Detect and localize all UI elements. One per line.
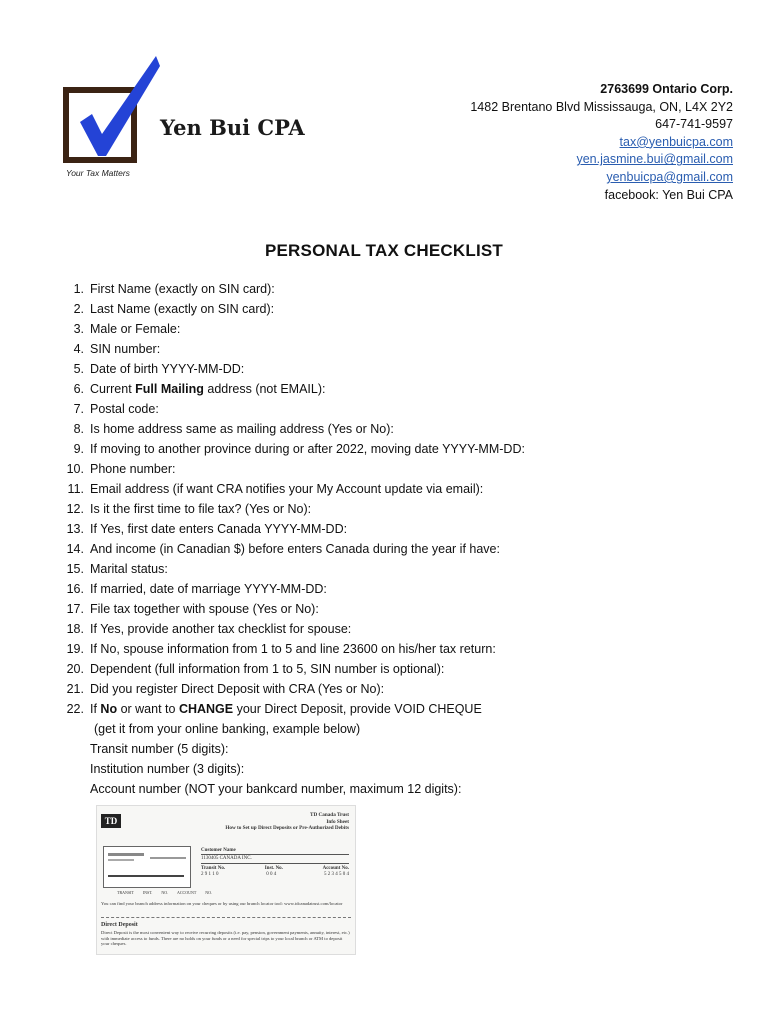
checklist-item [64, 339, 754, 359]
item-text: Did you register Direct Deposit with CRA (Yes or No): [90, 682, 385, 696]
item-text: Email address (if want CRA notifies your My Account update via email): [90, 482, 484, 496]
facebook-text: facebook: Yen Bui CPA [604, 187, 733, 202]
contact-block [470, 81, 733, 204]
checklist-item [64, 319, 754, 339]
item-text-bold: Full Mailing [135, 382, 204, 396]
item-number: 13. [66, 522, 84, 536]
checklist-item [64, 359, 754, 379]
checklist-item [64, 519, 754, 539]
cheque-heading: How to Set up Direct Deposits or Pre-Authorized Debits [225, 825, 349, 832]
item-number: 3. [73, 322, 84, 336]
inst-label: Inst. No. [264, 866, 283, 871]
item-text: SIN number: [90, 342, 161, 356]
item-text [90, 699, 482, 719]
item-text: File tax together with spouse (Yes or No): [90, 602, 319, 616]
item-number: 10. [66, 462, 84, 476]
checklist-item [64, 499, 754, 519]
page-title: PERSONAL TAX CHECKLIST [264, 241, 503, 260]
checklist-item [64, 399, 754, 419]
item-number: 16. [66, 582, 84, 596]
item-text-bold: No [100, 702, 118, 716]
brand-name: Yen Bui CPA [160, 115, 305, 140]
item-number: 19. [66, 642, 84, 656]
item-number: 8. [73, 422, 84, 436]
item-number: 4. [73, 342, 84, 356]
item-text: Phone number: [90, 462, 176, 476]
checklist-item [64, 599, 754, 619]
item-text: If No, spouse information from 1 to 5 and line 23600 on his/her tax return: [90, 642, 496, 656]
account-number-line: Account number (NOT your bankcard number, maximum 12 digits): [90, 782, 462, 796]
item-number: 20. [66, 662, 84, 676]
item-text-part: Current [90, 382, 136, 396]
item-text: If Yes, provide another tax checklist for spouse: [90, 622, 352, 636]
item-number: 22. [66, 702, 84, 716]
td-logo-icon: TD [101, 814, 121, 828]
item-text-part: address (not EMAIL): [203, 382, 326, 396]
item-number: 2. [73, 302, 84, 316]
cheque-header [225, 812, 349, 832]
branch-locator-text: You can find your branch address information on your cheques or by using our branch locator tool: www.tdcanadatrust.com/locator [101, 901, 343, 906]
item-number: 15. [66, 562, 84, 576]
checklist-item [64, 299, 754, 319]
cheque-line [108, 859, 134, 861]
item-text: And income (in Canadian $) before enters Canada during the year if have: [90, 542, 500, 556]
item-text: If Yes, first date enters Canada YYYY-MM-DD: [90, 522, 348, 536]
direct-deposit-text: Direct Deposit is the most convenient way to receive recurring deposits (i.e. pay, pension, government payments, annuity, interest, etc.) with immediate access to funds. There are no holds on your funds or a need for special trips to your local branch or ATM to deposit your cheques. [101, 930, 350, 947]
item-number: 12. [66, 502, 84, 516]
item-text-part: If [90, 702, 101, 716]
customer-value: 1130405 CANADA INC. [201, 854, 349, 864]
inst-value: 0 0 4 [266, 872, 277, 877]
transit-label: Transit No. [201, 866, 226, 871]
item-text: If married, date of marriage YYYY-MM-DD: [90, 582, 327, 596]
item-text: Postal code: [90, 402, 159, 416]
cheque-line [108, 853, 144, 856]
item-text: Male or Female: [90, 322, 181, 336]
customer-label: Customer Name [201, 848, 236, 853]
item-text: If moving to another province during or after 2022, moving date YYYY-MM-DD: [90, 442, 525, 456]
number-values-row [201, 872, 349, 878]
item-text-part: your Direct Deposit, provide VOID CHEQUE [233, 702, 482, 716]
checklist-item [64, 459, 754, 479]
checklist-item-direct-deposit [64, 699, 754, 719]
cheque-line [108, 875, 184, 877]
transit-value: 2 9 1 1 0 [201, 872, 219, 877]
account-value: 5 2 3 4 5 0 4 [324, 872, 349, 877]
checklist-item [64, 619, 754, 639]
direct-deposit-heading: Direct Deposit [101, 922, 138, 928]
item-number: 7. [73, 402, 84, 416]
checklist-item [64, 579, 754, 599]
cheque-thumbnail [103, 846, 191, 888]
company-name: 2763699 Ontario Corp. [600, 82, 733, 96]
item-number: 5. [73, 362, 84, 376]
account-label: Account No. [322, 866, 349, 871]
item-text [90, 379, 325, 399]
checklist-item [64, 559, 754, 579]
item-number: 21. [66, 682, 84, 696]
item-text: Last Name (exactly on SIN card): [90, 302, 275, 316]
checklist-item [64, 419, 754, 439]
bank-name: TD Canada Trust [309, 812, 349, 818]
divider [101, 917, 351, 918]
item-text-bold: CHANGE [178, 702, 234, 716]
checklist-item [64, 659, 754, 679]
item-text: Dependent (full information from 1 to 5, SIN number is optional): [90, 662, 445, 676]
brand-tagline: Your Tax Matters [66, 168, 130, 178]
email-link-tax[interactable]: tax@yenbuicpa.com [619, 134, 733, 149]
item-text: Is home address same as mailing address (Yes or No): [90, 422, 394, 436]
item-number: 11. [67, 482, 84, 496]
email-link-jasmine[interactable]: yen.jasmine.bui@gmail.com [576, 152, 733, 167]
cheque-line [150, 857, 186, 859]
item-text: Is it the first time to file tax? (Yes or No): [90, 502, 312, 516]
institution-number-line: Institution number (3 digits): [90, 762, 245, 776]
company-phone: 647-741-9597 [655, 117, 733, 132]
checkmark-logo-icon [60, 52, 170, 167]
item-number: 6. [73, 382, 84, 396]
checklist-item [64, 539, 754, 559]
item-text: First Name (exactly on SIN card): [90, 282, 275, 296]
item-text: Marital status: [90, 562, 168, 576]
info-sheet-label: Info Sheet [326, 818, 349, 825]
email-link-yenbuicpa[interactable]: yenbuicpa@gmail.com [606, 169, 733, 184]
checklist-item [64, 279, 754, 299]
item-number: 1. [73, 282, 84, 296]
item-number: 9. [73, 442, 84, 456]
item-text-part: or want to [117, 702, 179, 716]
void-cheque-note: (get it from your online banking, example below) [94, 722, 361, 736]
checklist-item [64, 639, 754, 659]
item-number: 14. [66, 542, 84, 556]
void-cheque-example-image [96, 805, 356, 955]
checklist-item [64, 479, 754, 499]
company-logo [60, 52, 310, 182]
item-number: 17. [66, 602, 84, 616]
cheque-number-labels: TRANSIT INST. NO. ACCOUNT NO. [117, 890, 213, 895]
company-address: 1482 Brentano Blvd Mississauga, ON, L4X 2Y2 [470, 99, 733, 114]
checklist-item [64, 439, 754, 459]
checklist-item [64, 679, 754, 699]
transit-number-line: Transit number (5 digits): [90, 742, 229, 756]
customer-info [201, 848, 349, 878]
item-number: 18. [66, 622, 84, 636]
item-text: Date of birth YYYY-MM-DD: [90, 362, 245, 376]
checklist [64, 279, 754, 799]
checklist-item [64, 379, 754, 399]
